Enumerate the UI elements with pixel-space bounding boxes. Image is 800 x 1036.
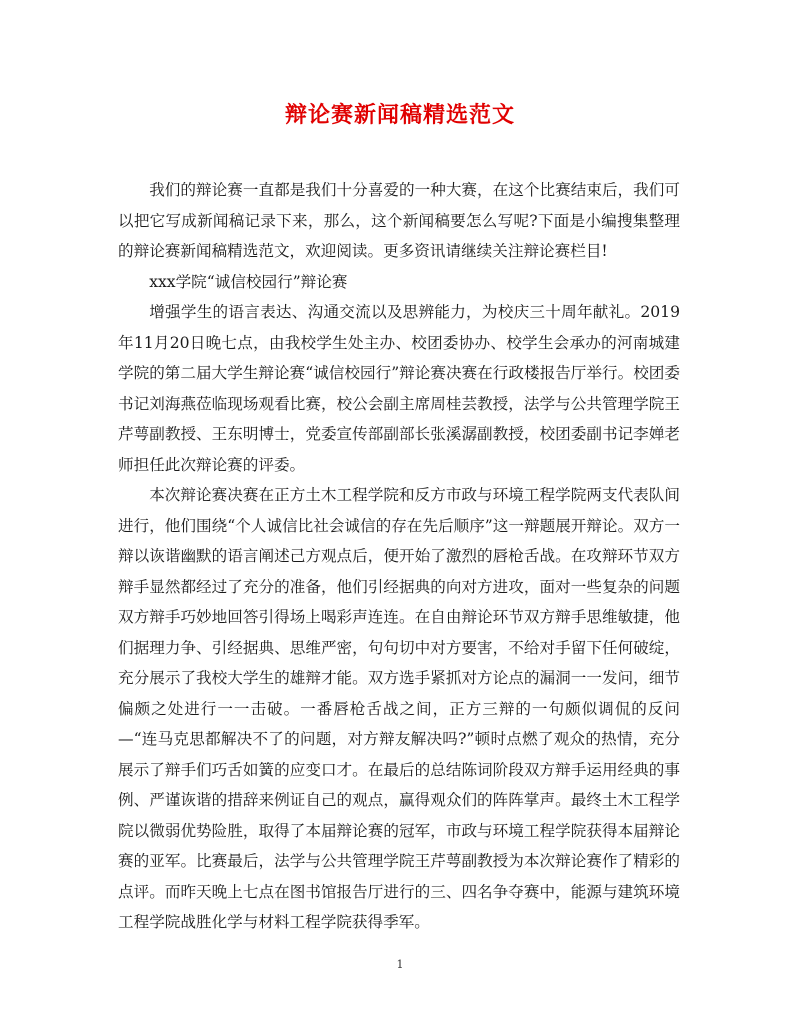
document-title: 辩论赛新闻稿精选范文 (284, 102, 515, 128)
intro-paragraph: 我们的辩论赛一直都是我们十分喜爱的一种大赛，在这个比赛结束后，我们可以把它写成新闻稿记录下来，那么，这个新闻稿要怎么写呢?下面是小编搜集整理的辩论赛新闻稿精选范文，欢迎阅读。更多资讯请继续关注辩论赛栏目! (118, 181, 680, 260)
details-paragraph: 本次辩论赛决赛在正方土木工程学院和反方市政与环境工程学院两支代表队间进行，他们围绕“个人诚信比社会诚信的存在先后顺序”这一辩题展开辩论。双方一辩以诙谐幽默的语言阐述己方观点后，便开始了激烈的唇枪舌战。在攻辩环节双方辩手显然都经过了充分的准备，他们引经据典的向对方进攻，面对一些复杂的问题双方辩手巧妙地回答引得场上喝彩声连连。在自由辩论环节双方辩手思维敏捷，他们据理力争、引经据典、思维严密，句句切中对方要害，不给对手留下任何破绽，充分展示了我校大学生的雄辩才能。双方选手紧抓对方论点的漏洞一一发问，细节偏颇之处进行一一击破。一番唇枪舌战之间，正方三辩的一句颇似调侃的反问—“连马克思都解决不了的问题，对方辩友解决吗?”顿时点燃了观众的热情，充分展示了辩手们巧舌如簧的应变口才。在最后的总结陈词阶段双方辩手运用经典的事例、严谨诙谐的措辞来例证自己的观点，赢得观众们的阵阵掌声。最终土木工程学院以微弱优势险胜，取得了本届辩论赛的冠军，市政与环境工程学院获得本届辩论赛的亚军。比赛最后，法学与公共管理学院王芹萼副教授为本次辩论赛作了精彩的点评。而昨天晚上七点在图书馆报告厅进行的三、四名争夺赛中，能源与建筑环境工程学院战胜化学与材料工程学院获得季军。 (118, 486, 680, 931)
page-number: 1 (396, 958, 404, 971)
event-paragraph: 增强学生的语言表达、沟通交流以及思辨能力，为校庆三十周年献礼。2019年11月20日晚七点，由我校学生处主办、校团委协办、校学生会承办的河南城建学院的第二届大学生辩论赛“诚信校园行”辩论赛决赛在行政楼报告厅举行。校团委书记刘海燕莅临现场观看比赛，校公会副主席周桂芸教授，法学与公共管理学院王芹萼副教授、王东明博士，党委宣传部副部长张溪潺副教授，校团委副书记李婵老师担任此次辩论赛的评委。 (118, 303, 680, 474)
document-body (118, 175, 680, 938)
event-heading: xxx学院“诚信校园行”辩论赛 (149, 272, 348, 291)
